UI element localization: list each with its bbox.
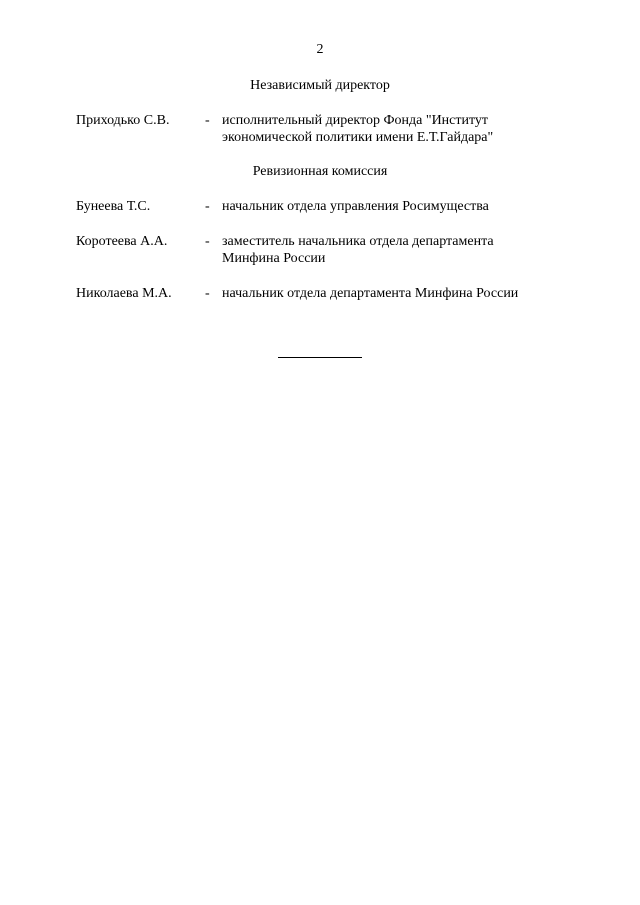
entry-dash: - [205,113,210,128]
entry-role [222,112,572,146]
entry-dash: - [205,234,210,249]
entry-role-line: экономической политики имени Е.Т.Гайдара" [222,130,494,145]
section-heading-audit-commission: Ревизионная комиссия [252,164,388,179]
end-rule [278,357,362,358]
entry-role-line: Минфина России [222,251,326,266]
entry-role [222,198,572,215]
entry-dash: - [205,286,210,301]
entry-name: Коротеева А.А. [76,234,168,249]
entry-role-line: заместитель начальника отдела департамента [222,234,494,249]
page-number: 2 [316,42,324,57]
entry-dash: - [205,199,210,214]
entry-role [222,233,572,267]
entry-name: Николаева М.А. [76,286,172,301]
entry-role-line: начальник отдела департамента Минфина России [222,286,519,301]
entry-name: Бунеева Т.С. [76,199,151,214]
entry-name: Приходько С.В. [76,113,170,128]
entry-role [222,285,572,302]
entry-role-line: начальник отдела управления Росимущества [222,199,489,214]
entry-role-line: исполнительный директор Фонда "Институт [222,113,489,128]
section-heading-independent-director: Независимый директор [250,78,390,93]
